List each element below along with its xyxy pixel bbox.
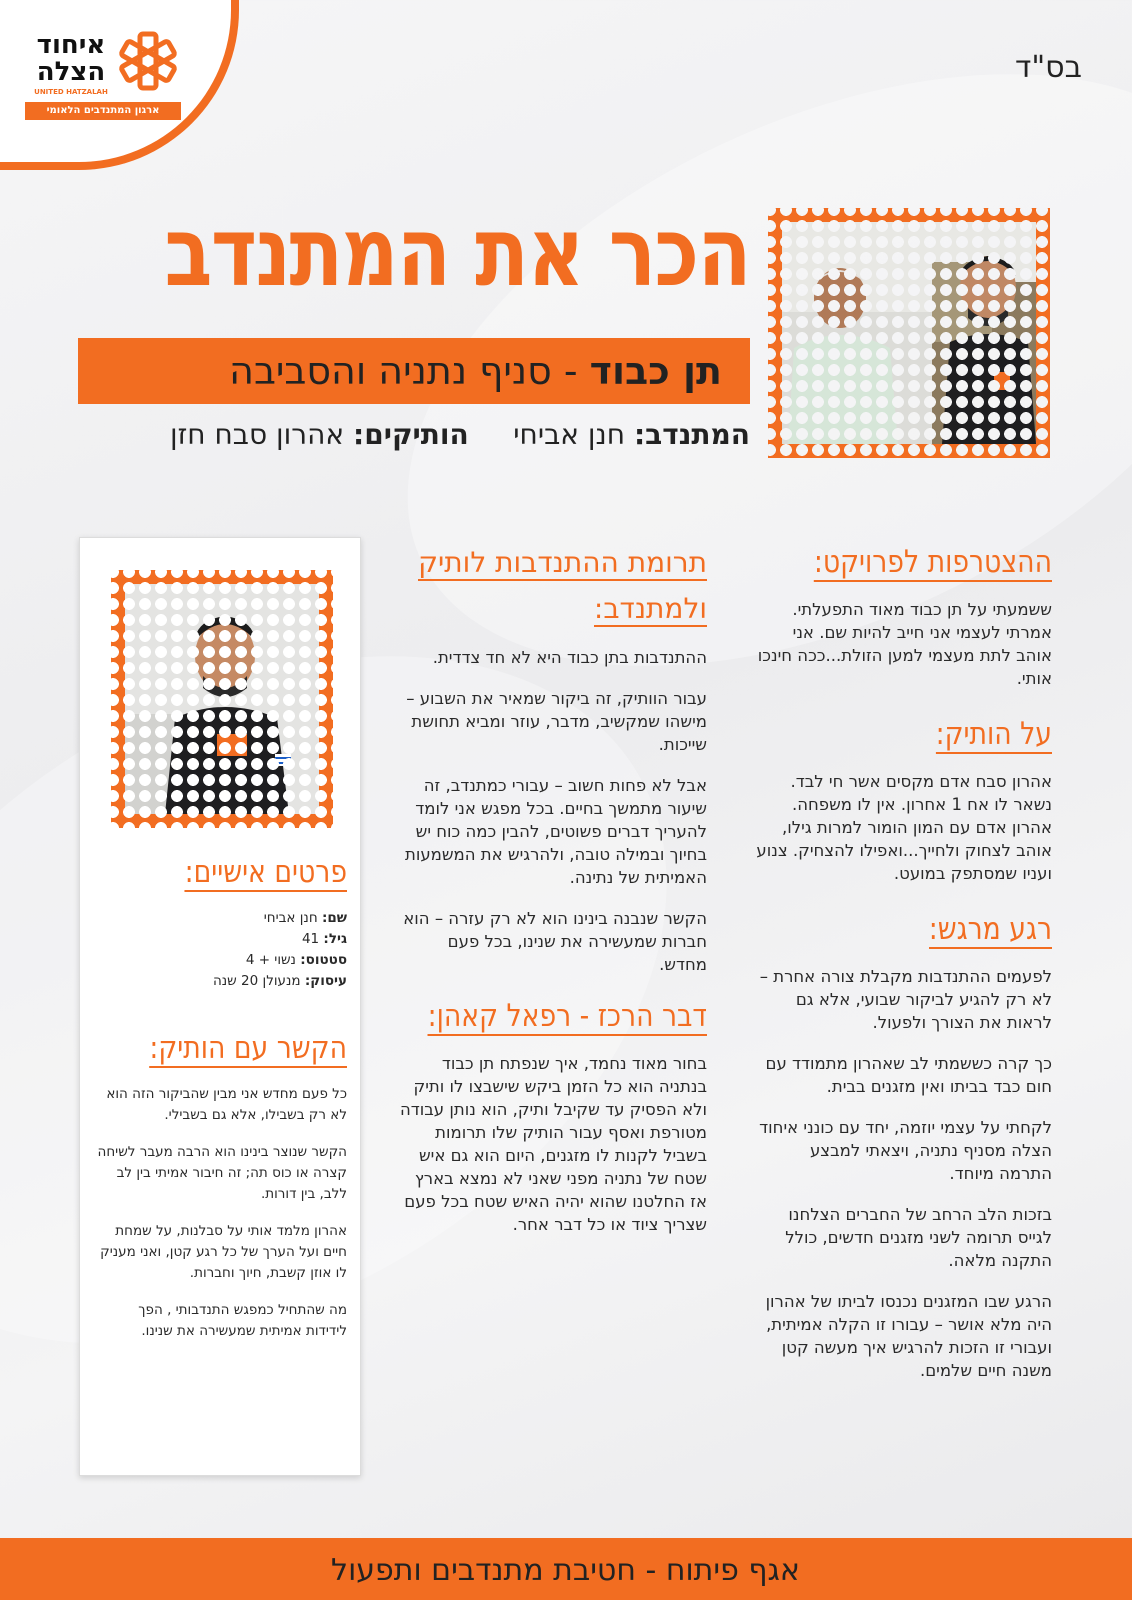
volunteer-name: חנן אביחי xyxy=(514,418,635,451)
detail-value: נשוי + 4 xyxy=(246,952,302,968)
coordinator-heading xyxy=(428,994,708,1038)
portrait-image xyxy=(126,584,320,814)
contribution-paragraph: הקשר שנבנה בינינו הוא לא רק עזרה – הוא חברות שמעשירה את שנינו, בכל פעם מחדש. xyxy=(404,909,708,974)
connection-paragraph: כל פעם מחדש אני מבין שהביקור הזה הוא לא רק בשבילו, אלא גם בשבילי. xyxy=(107,1086,348,1123)
joining-heading xyxy=(795,540,1053,584)
moment-title: רגע מרגש: xyxy=(929,911,1053,947)
contribution-paragraph: ההתנדבות בתן כבוד היא לא חד צדדית. xyxy=(433,648,708,667)
connection-title: הקשר עם הותיק: xyxy=(150,1030,348,1066)
volunteer-label: המתנדב: xyxy=(634,418,751,451)
contribution-heading xyxy=(396,540,708,632)
detail-value: מנעולן 20 שנה xyxy=(213,973,306,989)
connection-heading xyxy=(131,1026,348,1070)
branch-name: - סניף נתניה והסביבה xyxy=(230,349,591,393)
detail-label: גיל: xyxy=(324,931,348,947)
personal-heading xyxy=(131,850,348,894)
volunteer-portrait xyxy=(112,570,334,828)
connection-paragraph: אהרון מלמד אותי על סבלנות, על שמחת חיים ועל הערך של כל רגע קטן, ואני מעניק לו אוזן קשבת, חיוך וחברות. xyxy=(101,1223,348,1281)
logo-name-line2: הצלה xyxy=(37,57,107,87)
coordinator-text: בחור מאוד נחמד, איך שנפתח תן כבוד בנתניה הוא כל הזמן ביקש שישבצו לו ותיק ולא הפסיק עד שקיבל ותיק, הוא נותן עבודה מטורפת ואסף עבור הותיק שלו תרומות בשביל לקנות לו מזגנים, היום הוא גם איש שטח של נתניה מפני שאני לא נמצא בארץ אז החלטנו שהוא יהיה האיש שטח בכל פעם שצריך ציוד או כל דבר אחר. xyxy=(400,1054,708,1234)
contribution-paragraph: עבור הוותיק, זה ביקור שמאיר את השבוע – מישהו שמקשיב, מדבר, עוזר ומביא תחושת שייכות. xyxy=(407,689,708,754)
detail-label: עיסוק: xyxy=(305,973,348,989)
volunteer-with-elder-photo xyxy=(769,208,1051,458)
detail-row xyxy=(96,971,348,992)
connection-paragraph: מה שהתחיל כמפגש התנדבותי , הפך לידידות אמיתית שמעשירה את שנינו. xyxy=(139,1302,348,1339)
elder-name: אהרון סבח חזן xyxy=(170,418,354,451)
logo-tagline: ארגון המתנדבים הלאומי xyxy=(26,102,182,120)
personal-details xyxy=(96,908,348,992)
right-column xyxy=(753,540,1053,1400)
moment-heading xyxy=(795,907,1053,951)
united-hatzalah-logo xyxy=(26,28,226,128)
logo-name-en: UNITED HATZALAH xyxy=(35,88,109,96)
joining-title: ההצטרפות לפרויקט: xyxy=(814,544,1053,580)
moment-paragraph: הרגע שבו המזגנים נכנסו לביתו של אהרון היה מלא אושר – עבורו זו הקלה אמיתית, ועבורי זו הזכות להרגיש איך מעשה קטן משנה חיים שלמים. xyxy=(766,1292,1053,1380)
detail-row xyxy=(96,929,348,950)
moment-paragraph: לפעמים ההתנדבות מקבלת צורה אחרת – לא רק להגיע לביקור שבועי, אלא גם לראות את הצורך ולפעול. xyxy=(760,967,1053,1032)
logo-name xyxy=(32,32,112,86)
detail-row xyxy=(96,908,348,929)
participants-line xyxy=(171,418,751,451)
elder-text: אהרון סבח אדם מקסים אשר חי לבד. נשאר לו אח 1 אחרון. אין לו משפחה. אהרון אדם עם המון הומור למרות גילו, אוהב לצחוק ולחייך...ואפילו להצחיק. צנוע ועניו שמסתפק במועט. xyxy=(757,772,1053,883)
subtitle-banner xyxy=(79,338,751,404)
elder-label: הותיקים: xyxy=(354,418,470,451)
moment-paragraph: לקחתי על עצמי יוזמה, יחד עם כונני איחוד הצלה מסניף נתניה, ויצאתי למבצע התרמה מיוחד. xyxy=(760,1118,1053,1183)
connection-paragraph: הקשר שנוצר בינינו הוא הרבה מעבר לשיחה קצרה או כוס תה; זה חיבור אמיתי בין לב ללב, בין דורות. xyxy=(98,1144,348,1202)
detail-label: סטטוס: xyxy=(301,952,348,968)
detail-row xyxy=(96,950,348,971)
contribution-title: תרומת ההתנדבות לותיק ולמתנדב: xyxy=(419,546,708,625)
page-title: הכר את המתנדב xyxy=(165,196,751,308)
middle-column xyxy=(396,540,708,1254)
bsd-mark: בס"ד xyxy=(1016,50,1083,85)
elder-title: על הותיק: xyxy=(936,716,1053,752)
contribution-paragraph: אבל לא פחות חשוב – עבורי כמתנדב, זה שיעור מתמשך בחיים. בכל מפגש אני לומד להעריך דברים פשוטים, להבין כמה כוח יש בחיוך ובמילה טובה, ולהרגיש את המשמעות האמיתית של נתינה. xyxy=(405,776,708,887)
detail-value: 41 xyxy=(302,931,325,947)
moment-paragraph: בזכות הלב הרחב של החברים הצלחנו לגייס תרומה לשני מזגנים חדשים, כולל התקנה מלאה. xyxy=(786,1205,1053,1270)
personal-title: פרטים אישיים: xyxy=(185,854,348,890)
project-name: תן כבוד xyxy=(590,349,723,393)
joining-text: ששמעתי על תן כבוד מאוד התפעלתי. אמרתי לעצמי אני חייב להיות שם. אני אוהב לתת מעצמי למען הזולת...ככה חינכו אותי. xyxy=(758,600,1053,688)
detail-label: שם: xyxy=(322,910,348,926)
logo-name-line1: איחוד xyxy=(37,30,107,60)
profile-column xyxy=(96,850,348,1358)
detail-value: חנן אביחי xyxy=(264,910,323,926)
moment-paragraph: כך קרה כששמתי לב שאהרון מתמודד עם חום כבד בביתו ואין מזגנים בבית. xyxy=(766,1054,1053,1096)
coordinator-title: דבר הרכז - רפאל קאהן: xyxy=(428,998,708,1034)
star-of-life-icon xyxy=(118,30,180,92)
footer-banner: אגף פיתוח - חטיבת מתנדבים ותפעול xyxy=(0,1538,1133,1600)
elder-heading xyxy=(795,712,1053,756)
photo-image xyxy=(783,222,1037,444)
